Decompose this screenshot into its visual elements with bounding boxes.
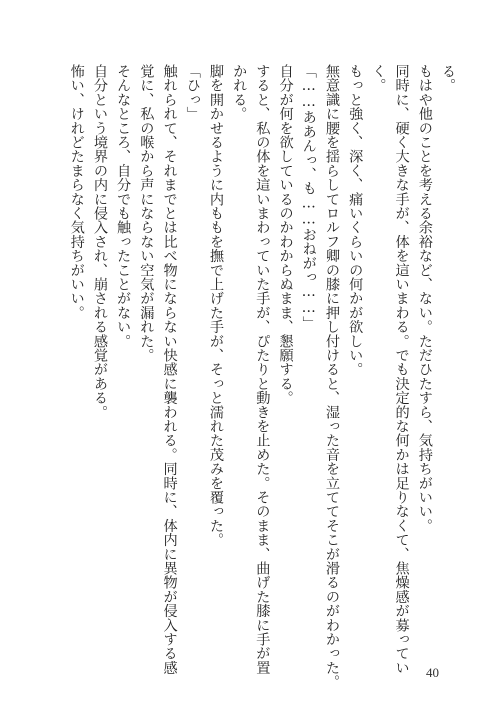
text-line: 触れられて、それまでとは比べ物にならない快感に襲われる。同時に、体内に異物が侵入する感	[161, 64, 178, 675]
page-number: 40	[426, 665, 439, 680]
text-line: 同時に、硬く大きな手が、体を這いまわる。でも決定的な何かは足りなくて、焦燥感が募ってい	[393, 64, 410, 675]
text-line: 「……ああんっ、も……おねがっ……」	[300, 64, 317, 331]
text-line: すると、私の体を這いまわっていた手が、ぴたりと動きを止めた。そのまま、曲げた膝に手が置	[254, 64, 271, 675]
text-line: る。	[440, 64, 456, 93]
text-line: 無意識に腰を揺らしてロルフ卿の膝に押し付けると、湿った音を立ててそこが滑るのがわかった。	[323, 64, 340, 689]
text-line: もはや他のことを考える余裕など、ない。ただひたすら、気持ちがいい。	[416, 64, 433, 533]
text-line: 脚を開かせるように内ももを撫で上げた手が、そっと濡れた茂みを覆った。	[207, 64, 224, 547]
text-line: 覚に、私の喉から声にならない空気が漏れた。	[138, 64, 155, 363]
text-line: そんなところ、自分でも触ったことがない。	[115, 64, 132, 348]
text-line: 自分という境界の内に侵入され、崩される感覚がある。	[91, 64, 108, 419]
text-line: かれる。	[231, 64, 248, 121]
text-line: 自分が何を欲しているのかわからぬまま、懇願する。	[277, 64, 294, 405]
text-line: く。	[370, 64, 387, 93]
text-line: もっと強く、深く、痛いくらいの何かが欲しい。	[347, 64, 364, 377]
text-line: 「ひっ」	[184, 64, 201, 121]
text-line: 怖い、けれどたまらなく気持ちがいい。	[68, 64, 85, 320]
